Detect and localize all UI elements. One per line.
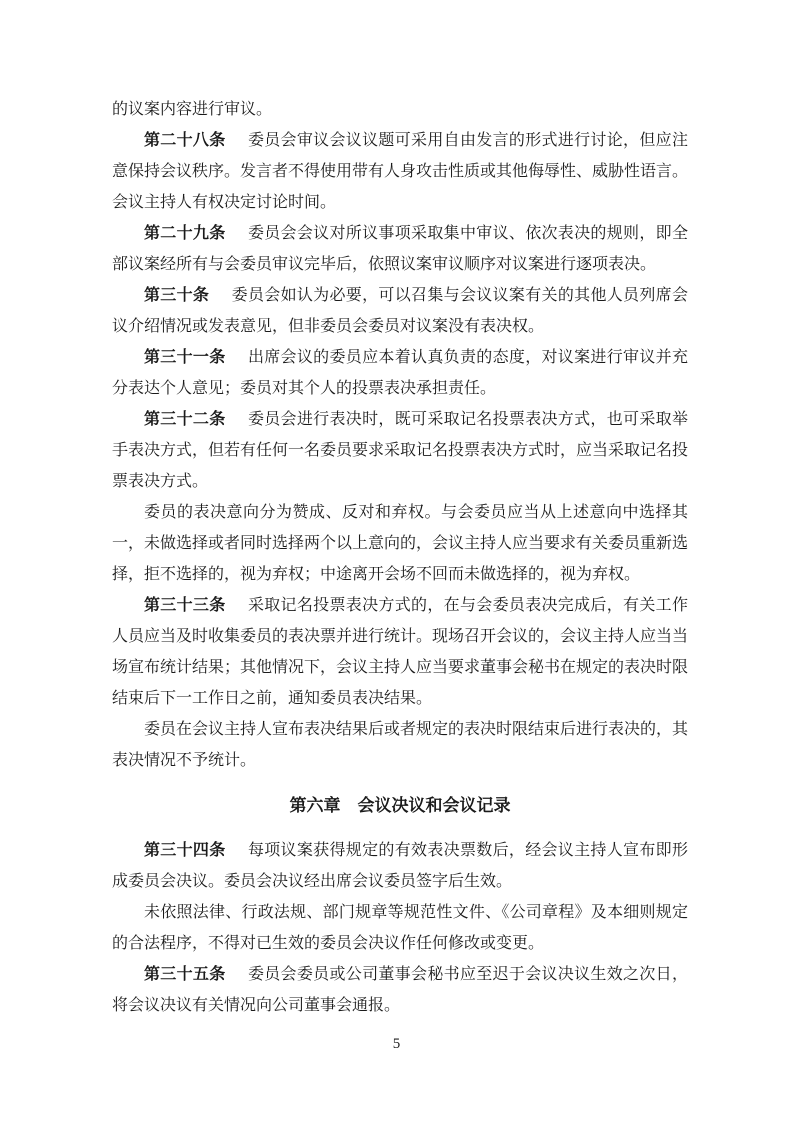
paragraph-text: 未依照法律、行政法规、部门规章等规范性文件、《公司章程》及本细则规定的合法程序，不得对已生效的委员会决议作任何修改或变更。 (112, 904, 688, 952)
article-paragraph (112, 125, 688, 218)
article-number: 第三十三条 (144, 597, 226, 614)
body-paragraph (112, 497, 688, 590)
paragraph-text: 委员在会议主持人宣布表决结果后或者规定的表决时限结束后进行表决的，其表决情况不予统计。 (112, 721, 689, 769)
article-paragraph (112, 280, 688, 342)
article-paragraph (112, 959, 688, 1021)
body-paragraph (112, 714, 688, 776)
document-body (112, 94, 688, 1021)
article-number: 第三十四条 (144, 842, 226, 859)
paragraph-text: 委员会委员或公司董事会秘书应至迟于会议决议生效之次日，将会议决议有关情况向公司董事会通报。 (112, 966, 688, 1014)
article-number: 第二十八条 (144, 132, 226, 149)
article-paragraph (112, 404, 688, 497)
paragraph-text: 的议案内容进行审议。 (112, 101, 273, 118)
paragraph-text: 委员会如认为必要，可以召集与会议议案有关的其他人员列席会议介绍情况或发表意见，但非委员会委员对议案没有表决权。 (112, 287, 688, 335)
article-number: 第三十五条 (144, 966, 226, 983)
article-number: 第三十一条 (144, 349, 226, 366)
article-paragraph (112, 342, 688, 404)
article-paragraph (112, 218, 688, 280)
article-paragraph (112, 835, 688, 897)
paragraph-text: 委员的表决意向分为赞成、反对和弃权。与会委员应当从上述意向中选择其一，未做选择或者同时选择两个以上意向的，会议主持人应当要求有关委员重新选择，拒不选择的，视为弃权；中途离开会场不回而未做选择的，视为弃权。 (112, 504, 689, 583)
article-paragraph (112, 590, 688, 714)
page-number: 5 (392, 1036, 401, 1052)
paragraph-text: 委员会审议会议议题可采用自由发言的形式进行讨论，但应注意保持会议秩序。发言者不得使用带有人身攻击性质或其他侮辱性、威胁性语言。会议主持人有权决定讨论时间。 (112, 132, 689, 211)
body-paragraph (112, 94, 688, 125)
paragraph-text: 出席会议的委员应本着认真负责的态度，对议案进行审议并充分表达个人意见；委员对其个人的投票表决承担责任。 (112, 349, 688, 397)
article-number: 第二十九条 (144, 225, 226, 242)
paragraph-text: 委员会进行表决时，既可采取记名投票表决方式，也可采取举手表决方式，但若有任何一名委员要求采取记名投票表决方式时，应当采取记名投票表决方式。 (112, 411, 689, 490)
paragraph-text: 委员会会议对所议事项采取集中审议、依次表决的规则，即全部议案经所有与会委员审议完毕后，依照议案审议顺序对议案进行逐项表决。 (112, 225, 688, 273)
paragraph-text: 每项议案获得规定的有效表决票数后，经会议主持人宣布即形成委员会决议。委员会决议经出席会议委员签字后生效。 (112, 842, 688, 890)
article-number: 第三十二条 (144, 411, 226, 428)
body-paragraph (112, 897, 688, 959)
chapter-heading: 第六章 会议决议和会议记录 (289, 796, 511, 815)
article-number: 第三十条 (144, 287, 210, 304)
paragraph-text: 采取记名投票表决方式的，在与会委员表决完成后，有关工作人员应当及时收集委员的表决票并进行统计。现场召开会议的，会议主持人应当当场宣布统计结果；其他情况下，会议主持人应当要求董事会秘书在规定的表决时限结束后下一工作日之前，通知委员表决结果。 (112, 597, 689, 707)
